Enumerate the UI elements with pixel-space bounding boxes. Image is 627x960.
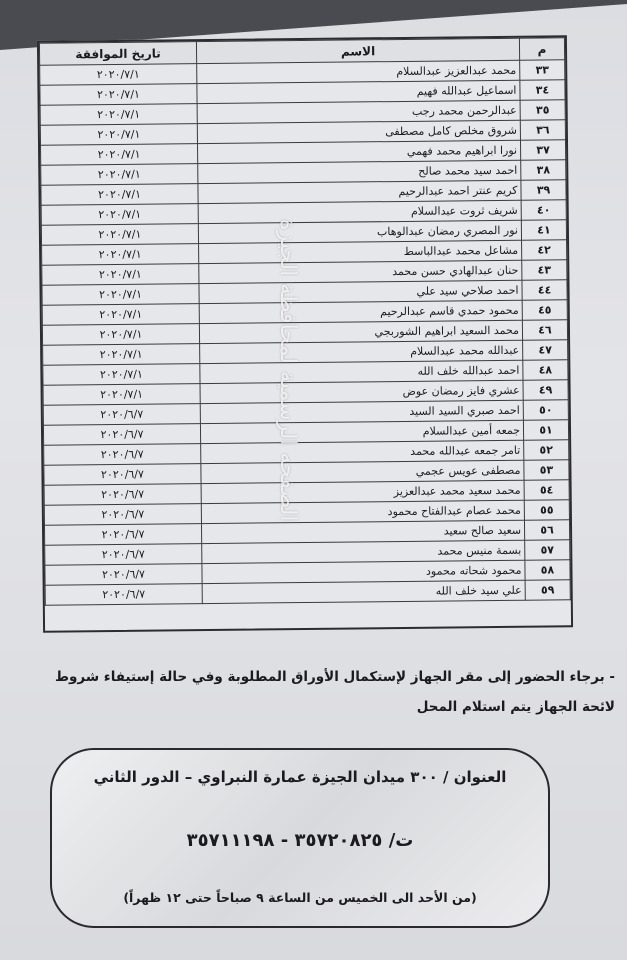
row-name: احمد عبدالله خلف الله [200, 360, 523, 383]
approvals-table [37, 35, 573, 633]
row-number: ٥١ [523, 420, 568, 440]
row-number: ٤٠ [521, 200, 566, 220]
row-name: احمد سيد محمد صالح [198, 160, 521, 183]
row-number: ٥٥ [524, 500, 569, 520]
address-line: العنوان / ٣٠٠ ميدان الجيزة عمارة النبراوي – الدور الثاني [93, 768, 507, 786]
row-approval-date: ٢٠٢٠/٧/١ [40, 84, 197, 106]
row-number: ٥٠ [523, 400, 568, 420]
row-approval-date: ٢٠٢٠/٦/٧ [44, 484, 201, 506]
row-name: محمد سعيد محمد عبدالعزيز [201, 480, 524, 503]
row-number: ٣٩ [521, 180, 566, 200]
header-approval-date: تاريخ الموافقة [39, 42, 196, 66]
row-number: ٤٤ [522, 280, 567, 300]
row-name: شروق مخلص كامل مصطفى [197, 120, 520, 143]
row-number: ٥٤ [524, 480, 569, 500]
row-number: ٣٧ [520, 140, 565, 160]
row-approval-date: ٢٠٢٠/٧/١ [40, 64, 197, 86]
row-number: ٤٨ [523, 360, 568, 380]
row-approval-date: ٢٠٢٠/٧/١ [42, 284, 199, 306]
row-name: محمد السعيد ابراهيم الشوربجي [199, 320, 522, 343]
row-name: علي سيد خلف الله [202, 580, 525, 603]
row-approval-date: ٢٠٢٠/٧/١ [42, 244, 199, 266]
row-name: حنان عبدالهادي حسن محمد [199, 260, 522, 283]
row-name: عبدالله محمد عبدالسلام [200, 340, 523, 363]
row-approval-date: ٢٠٢٠/٧/١ [43, 344, 200, 366]
row-number: ٤٧ [523, 340, 568, 360]
row-approval-date: ٢٠٢٠/٧/١ [41, 204, 198, 226]
row-approval-date: ٢٠٢٠/٦/٧ [43, 424, 200, 446]
row-number: ٣٦ [520, 120, 565, 140]
row-name: شريف ثروت عبدالسلام [198, 200, 521, 223]
row-approval-date: ٢٠٢٠/٧/١ [40, 124, 197, 146]
row-number: ٤٩ [523, 380, 568, 400]
row-number: ٤٣ [522, 260, 567, 280]
row-approval-date: ٢٠٢٠/٦/٧ [43, 404, 200, 426]
row-number: ٤١ [521, 220, 566, 240]
row-number: ٣٨ [521, 160, 566, 180]
row-approval-date: ٢٠٢٠/٧/١ [41, 144, 198, 166]
header-number: م [519, 38, 564, 60]
row-approval-date: ٢٠٢٠/٧/١ [41, 184, 198, 206]
row-approval-date: ٢٠٢٠/٧/١ [42, 304, 199, 326]
row-name: محمود شحاته محمود [202, 560, 525, 583]
row-name: جمعه أمين عبدالسلام [200, 420, 523, 443]
row-name: محمود حمدي قاسم عبدالرحيم [199, 300, 522, 323]
row-approval-date: ٢٠٢٠/٦/٧ [45, 564, 202, 586]
row-number: ٥٧ [525, 540, 570, 560]
row-approval-date: ٢٠٢٠/٧/١ [41, 224, 198, 246]
row-approval-date: ٢٠٢٠/٧/١ [41, 164, 198, 186]
row-name: احمد صلاحي سيد علي [199, 280, 522, 303]
row-number: ٤٢ [522, 240, 567, 260]
row-approval-date: ٢٠٢٠/٧/١ [43, 364, 200, 386]
row-approval-date: ٢٠٢٠/٧/١ [40, 104, 197, 126]
row-name: بسمة منيس محمد [202, 540, 525, 563]
row-name: سعيد صالح سعيد [201, 520, 524, 543]
working-hours: (من الأحد الى الخميس من الساعة ٩ صباحاً حتى ١٢ ظهراً) [123, 890, 477, 905]
row-number: ٥٩ [525, 580, 570, 600]
row-name: نورا ابراهيم محمد فهمي [198, 140, 521, 163]
row-number: ٥٣ [524, 460, 569, 480]
row-number: ٥٢ [524, 440, 569, 460]
row-approval-date: ٢٠٢٠/٦/٧ [44, 504, 201, 526]
notice-text: - برجاء الحضور إلى مقر الجهاز لإستكمال الأوراق المطلوبة وفي حالة إستيفاء شروط لائحة الجهاز يتم استلام المحل [55, 669, 615, 715]
row-name: محمد عبدالعزيز عبدالسلام [197, 60, 520, 83]
row-approval-date: ٢٠٢٠/٦/٧ [44, 524, 201, 546]
row-name: عشري فايز رمضان عوض [200, 380, 523, 403]
row-number: ٤٥ [522, 300, 567, 320]
row-name: نور المصري رمضان عبدالوهاب [198, 220, 521, 243]
row-number: ٥٦ [524, 520, 569, 540]
watermark-text: الصفحه الرسمية لمحافظة الجيزة [275, 218, 300, 522]
row-name: احمد صبري السيد السيد [200, 400, 523, 423]
address-box [50, 748, 550, 928]
row-approval-date: ٢٠٢٠/٧/١ [43, 384, 200, 406]
row-number: ٣٣ [520, 60, 565, 80]
header-name: الاسم [196, 38, 519, 63]
row-number: ٤٦ [522, 320, 567, 340]
row-name: عبدالرحمن محمد رجب [197, 100, 520, 123]
row-name: مصطفى عويس عجمي [201, 460, 524, 483]
phone-numbers: ت/ ٣٥٧٢٠٨٢٥ - ٣٥٧١١١٩٨ [186, 830, 414, 851]
row-name: كريم عنتر احمد عبدالرحيم [198, 180, 521, 203]
row-approval-date: ٢٠٢٠/٧/١ [42, 324, 199, 346]
row-name: اسماعيل عبدالله فهيم [197, 80, 520, 103]
table-row [45, 580, 570, 605]
row-number: ٣٥ [520, 100, 565, 120]
row-approval-date: ٢٠٢٠/٦/٧ [44, 464, 201, 486]
row-name: مشاعل محمد عبدالباسط [199, 240, 522, 263]
row-approval-date: ٢٠٢٠/٧/١ [42, 264, 199, 286]
row-number: ٣٤ [520, 80, 565, 100]
row-number: ٥٨ [525, 560, 570, 580]
row-name: تامر جمعه عبدالله محمد [201, 440, 524, 463]
row-approval-date: ٢٠٢٠/٦/٧ [44, 444, 201, 466]
row-name: محمد عصام عبدالفتاح محمود [201, 500, 524, 523]
row-approval-date: ٢٠٢٠/٦/٧ [45, 544, 202, 566]
row-approval-date: ٢٠٢٠/٦/٧ [45, 584, 202, 606]
